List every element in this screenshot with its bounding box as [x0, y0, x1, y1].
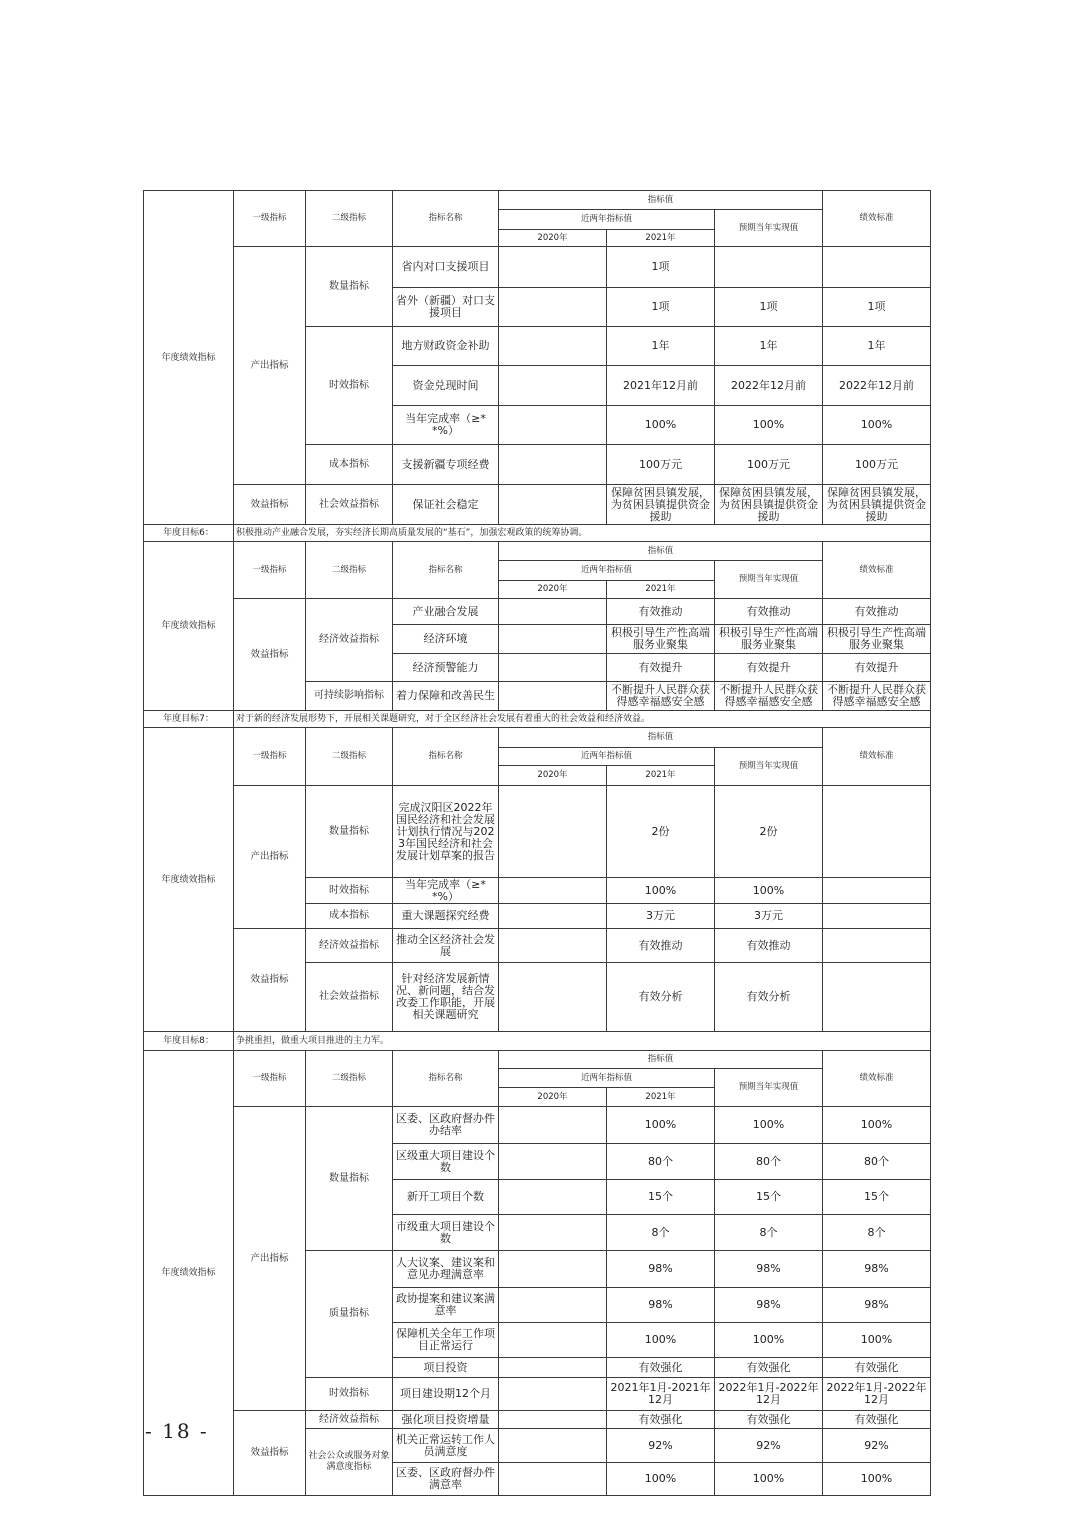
goal-text-cell: 争挑重担，做重大项目推进的主力军。 [234, 1032, 931, 1051]
indicator-name-cell: 支援新疆专项经费 [393, 445, 499, 485]
value-2020-cell [499, 445, 607, 485]
goal-text-cell: 积极推动产业融合发展，夯实经济长期高质量发展的“基石”，加强宏观政策的统筹协调。 [234, 525, 931, 542]
header-recent-two-years: 近两年指标值 [499, 561, 715, 581]
expected-value-cell: 100% [715, 1107, 823, 1144]
level2-cell: 社会公众或服务对象满意度指标 [306, 1429, 393, 1496]
level2-cell: 成本指标 [306, 445, 393, 485]
header-indicator-name: 指标名称 [393, 728, 499, 786]
indicator-name-cell: 经济环境 [393, 625, 499, 654]
performance-standard-cell [823, 878, 931, 904]
performance-standard-cell: 100% [823, 1463, 931, 1496]
expected-value-cell: 100% [715, 1323, 823, 1358]
indicator-name-cell: 完成汉阳区2022年国民经济和社会发展计划执行情况与2023年国民经济和社会发展计划草案的报告 [393, 786, 499, 878]
expected-value-cell: 有效强化 [715, 1358, 823, 1378]
level1-cell: 效益指标 [234, 485, 306, 525]
value-2021-cell: 积极引导生产性高端服务业聚集 [607, 625, 715, 654]
performance-standard-cell [823, 963, 931, 1032]
performance-standard-cell: 有效强化 [823, 1411, 931, 1429]
value-2021-cell: 3万元 [607, 904, 715, 929]
value-2021-cell: 2份 [607, 786, 715, 878]
expected-value-cell: 积极引导生产性高端服务业聚集 [715, 625, 823, 654]
performance-standard-cell: 100% [823, 1323, 931, 1358]
value-2021-cell: 92% [607, 1429, 715, 1463]
header-indicator-name: 指标名称 [393, 542, 499, 599]
indicator-name-cell: 产业融合发展 [393, 599, 499, 625]
value-2021-cell: 有效提升 [607, 654, 715, 682]
value-2020-cell [499, 1323, 607, 1358]
indicator-name-cell: 市级重大项目建设个数 [393, 1215, 499, 1251]
header-performance-standard: 绩效标准 [823, 542, 931, 599]
expected-value-cell: 100% [715, 406, 823, 445]
performance-standard-cell: 不断提升人民群众获得感幸福感安全感 [823, 682, 931, 711]
indicator-name-cell: 新开工项目个数 [393, 1180, 499, 1215]
expected-value-cell: 有效推动 [715, 929, 823, 963]
expected-value-cell: 2022年1月-2022年12月 [715, 1378, 823, 1411]
header-indicator-value: 指标值 [499, 728, 823, 748]
header-year-2020: 2020年 [499, 230, 607, 247]
value-2020-cell [499, 1429, 607, 1463]
performance-standard-cell: 1项 [823, 288, 931, 327]
value-2021-cell: 100% [607, 406, 715, 445]
expected-value-cell: 2份 [715, 786, 823, 878]
performance-standard-cell [823, 247, 931, 288]
value-2021-cell: 100万元 [607, 445, 715, 485]
performance-indicator-table [143, 190, 931, 1496]
indicator-name-cell: 省外（新疆）对口支援项目 [393, 288, 499, 327]
performance-standard-cell [823, 929, 931, 963]
header-indicator-value: 指标值 [499, 191, 823, 210]
indicator-name-cell: 地方财政资金补助 [393, 327, 499, 366]
value-2021-cell: 8个 [607, 1215, 715, 1251]
page-number: - 18 - [145, 1419, 209, 1443]
header-level1: 一级指标 [234, 542, 306, 599]
value-2021-cell: 有效分析 [607, 963, 715, 1032]
value-2020-cell [499, 247, 607, 288]
performance-standard-cell: 有效强化 [823, 1358, 931, 1378]
indicator-name-cell: 针对经济发展新情况、新问题，结合发改委工作职能，开展相关课题研究 [393, 963, 499, 1032]
header-indicator-name: 指标名称 [393, 191, 499, 247]
header-year-2020: 2020年 [499, 581, 607, 599]
indicator-name-cell: 推动全区经济社会发展 [393, 929, 499, 963]
header-expected-current-year: 预期当年实现值 [715, 210, 823, 247]
level1-cell: 产出指标 [234, 786, 306, 929]
indicator-name-cell: 政协提案和建议案满意率 [393, 1288, 499, 1323]
value-2020-cell [499, 682, 607, 711]
level2-cell: 经济效益指标 [306, 929, 393, 963]
value-2021-cell: 98% [607, 1251, 715, 1288]
indicator-name-cell: 经济预警能力 [393, 654, 499, 682]
expected-value-cell: 保障贫困县镇发展，为贫困县镇提供资金援助 [715, 485, 823, 525]
indicator-name-cell: 强化项目投资增量 [393, 1411, 499, 1429]
performance-standard-cell: 100% [823, 1107, 931, 1144]
level1-cell: 产出指标 [234, 1107, 306, 1411]
value-2020-cell [499, 1411, 607, 1429]
value-2021-cell: 有效强化 [607, 1411, 715, 1429]
header-year-2020: 2020年 [499, 766, 607, 786]
expected-value-cell: 15个 [715, 1180, 823, 1215]
indicator-name-cell: 区委、区政府督办件办结率 [393, 1107, 499, 1144]
value-2020-cell [499, 625, 607, 654]
level2-cell: 可持续影响指标 [306, 682, 393, 711]
value-2021-cell: 80个 [607, 1144, 715, 1180]
expected-value-cell: 有效强化 [715, 1411, 823, 1429]
expected-value-cell: 98% [715, 1288, 823, 1323]
value-2021-cell: 1项 [607, 247, 715, 288]
value-2021-cell: 2021年12月前 [607, 366, 715, 406]
section-label-cell: 年度绩效指标 [144, 728, 234, 1032]
header-recent-two-years: 近两年指标值 [499, 748, 715, 766]
indicator-name-cell: 重大课题探究经费 [393, 904, 499, 929]
performance-standard-cell: 15个 [823, 1180, 931, 1215]
header-level2: 二级指标 [306, 191, 393, 247]
expected-value-cell: 100% [715, 1463, 823, 1496]
expected-value-cell: 1项 [715, 288, 823, 327]
expected-value-cell: 100万元 [715, 445, 823, 485]
value-2021-cell: 1项 [607, 288, 715, 327]
performance-standard-cell: 2022年1月-2022年12月 [823, 1378, 931, 1411]
goal-label-cell: 年度目标6： [144, 525, 234, 542]
value-2020-cell [499, 599, 607, 625]
level2-cell: 质量指标 [306, 1251, 393, 1378]
value-2020-cell [499, 786, 607, 878]
level1-cell: 效益指标 [234, 599, 306, 711]
expected-value-cell: 有效推动 [715, 599, 823, 625]
level2-cell: 社会效益指标 [306, 963, 393, 1032]
section-label-cell: 年度绩效指标 [144, 1051, 234, 1496]
header-year-2021: 2021年 [607, 1088, 715, 1107]
header-performance-standard: 绩效标准 [823, 191, 931, 247]
header-year-2021: 2021年 [607, 230, 715, 247]
header-performance-standard: 绩效标准 [823, 728, 931, 786]
value-2021-cell: 1年 [607, 327, 715, 366]
goal-label-cell: 年度目标8： [144, 1032, 234, 1051]
performance-standard-cell: 100% [823, 406, 931, 445]
performance-standard-cell: 积极引导生产性高端服务业聚集 [823, 625, 931, 654]
level2-cell: 数量指标 [306, 247, 393, 327]
performance-standard-cell: 2022年12月前 [823, 366, 931, 406]
value-2020-cell [499, 963, 607, 1032]
performance-standard-cell: 100万元 [823, 445, 931, 485]
goal-label-cell: 年度目标7： [144, 711, 234, 728]
level2-cell: 数量指标 [306, 1107, 393, 1251]
level1-cell: 效益指标 [234, 1411, 306, 1496]
value-2020-cell [499, 1288, 607, 1323]
expected-value-cell: 2022年12月前 [715, 366, 823, 406]
performance-standard-cell: 8个 [823, 1215, 931, 1251]
indicator-name-cell: 区级重大项目建设个数 [393, 1144, 499, 1180]
performance-standard-cell [823, 904, 931, 929]
header-recent-two-years: 近两年指标值 [499, 210, 715, 230]
value-2021-cell: 有效推动 [607, 599, 715, 625]
level2-cell: 经济效益指标 [306, 1411, 393, 1429]
header-level2: 二级指标 [306, 728, 393, 786]
performance-standard-cell: 1年 [823, 327, 931, 366]
expected-value-cell [715, 247, 823, 288]
expected-value-cell: 80个 [715, 1144, 823, 1180]
indicator-name-cell: 保障机关全年工作项目正常运行 [393, 1323, 499, 1358]
indicator-name-cell: 当年完成率（≥**%） [393, 878, 499, 904]
performance-standard-cell: 98% [823, 1251, 931, 1288]
value-2021-cell: 100% [607, 1107, 715, 1144]
expected-value-cell: 有效分析 [715, 963, 823, 1032]
indicator-name-cell: 机关正常运转工作人员满意度 [393, 1429, 499, 1463]
level2-cell: 时效指标 [306, 1378, 393, 1411]
expected-value-cell: 1年 [715, 327, 823, 366]
level2-cell: 数量指标 [306, 786, 393, 878]
header-level2: 二级指标 [306, 542, 393, 599]
value-2020-cell [499, 1358, 607, 1378]
header-level1: 一级指标 [234, 191, 306, 247]
header-level1: 一级指标 [234, 1051, 306, 1107]
goal-text-cell: 对于新的经济发展形势下，开展相关课题研究，对于全区经济社会发展有着重大的社会效益和经济效益。 [234, 711, 931, 728]
value-2020-cell [499, 485, 607, 525]
value-2021-cell: 100% [607, 878, 715, 904]
performance-standard-cell: 有效推动 [823, 599, 931, 625]
header-expected-current-year: 预期当年实现值 [715, 561, 823, 599]
expected-value-cell: 98% [715, 1251, 823, 1288]
value-2020-cell [499, 1378, 607, 1411]
expected-value-cell: 不断提升人民群众获得感幸福感安全感 [715, 682, 823, 711]
header-year-2021: 2021年 [607, 766, 715, 786]
expected-value-cell: 有效提升 [715, 654, 823, 682]
indicator-name-cell: 项目投资 [393, 1358, 499, 1378]
value-2021-cell: 2021年1月-2021年12月 [607, 1378, 715, 1411]
performance-standard-cell: 保障贫困县镇发展，为贫困县镇提供资金援助 [823, 485, 931, 525]
indicator-name-cell: 着力保障和改善民生 [393, 682, 499, 711]
expected-value-cell: 8个 [715, 1215, 823, 1251]
indicator-name-cell: 保证社会稳定 [393, 485, 499, 525]
header-level1: 一级指标 [234, 728, 306, 786]
value-2020-cell [499, 406, 607, 445]
value-2020-cell [499, 1251, 607, 1288]
section-label-cell: 年度绩效指标 [144, 542, 234, 711]
indicator-name-cell: 当年完成率（≥**%） [393, 406, 499, 445]
expected-value-cell: 3万元 [715, 904, 823, 929]
value-2021-cell: 有效推动 [607, 929, 715, 963]
value-2021-cell: 不断提升人民群众获得感幸福感安全感 [607, 682, 715, 711]
value-2021-cell: 98% [607, 1288, 715, 1323]
value-2021-cell: 保障贫困县镇发展，为贫困县镇提供资金援助 [607, 485, 715, 525]
header-level2: 二级指标 [306, 1051, 393, 1107]
value-2020-cell [499, 929, 607, 963]
header-year-2020: 2020年 [499, 1088, 607, 1107]
expected-value-cell: 92% [715, 1429, 823, 1463]
header-expected-current-year: 预期当年实现值 [715, 1069, 823, 1107]
value-2020-cell [499, 327, 607, 366]
value-2021-cell: 有效强化 [607, 1358, 715, 1378]
level2-cell: 成本指标 [306, 904, 393, 929]
value-2020-cell [499, 904, 607, 929]
value-2020-cell [499, 1180, 607, 1215]
performance-standard-cell: 92% [823, 1429, 931, 1463]
indicator-name-cell: 区委、区政府督办件满意率 [393, 1463, 499, 1496]
value-2021-cell: 100% [607, 1323, 715, 1358]
level2-cell: 社会效益指标 [306, 485, 393, 525]
level2-cell: 时效指标 [306, 878, 393, 904]
section-label-cell: 年度绩效指标 [144, 191, 234, 525]
value-2020-cell [499, 1107, 607, 1144]
expected-value-cell: 100% [715, 878, 823, 904]
value-2020-cell [499, 1215, 607, 1251]
value-2020-cell [499, 878, 607, 904]
performance-standard-cell: 98% [823, 1288, 931, 1323]
level1-cell: 效益指标 [234, 929, 306, 1032]
value-2021-cell: 15个 [607, 1180, 715, 1215]
value-2020-cell [499, 1144, 607, 1180]
level1-cell: 产出指标 [234, 247, 306, 485]
value-2020-cell [499, 288, 607, 327]
indicator-name-cell: 人大议案、建议案和意见办理满意率 [393, 1251, 499, 1288]
value-2020-cell [499, 654, 607, 682]
header-indicator-name: 指标名称 [393, 1051, 499, 1107]
level2-cell: 经济效益指标 [306, 599, 393, 682]
indicator-name-cell: 资金兑现时间 [393, 366, 499, 406]
value-2021-cell: 100% [607, 1463, 715, 1496]
level2-cell: 时效指标 [306, 327, 393, 445]
performance-standard-cell [823, 786, 931, 878]
header-expected-current-year: 预期当年实现值 [715, 748, 823, 786]
indicator-name-cell: 项目建设期12个月 [393, 1378, 499, 1411]
value-2020-cell [499, 1463, 607, 1496]
header-recent-two-years: 近两年指标值 [499, 1069, 715, 1088]
performance-standard-cell: 有效提升 [823, 654, 931, 682]
header-indicator-value: 指标值 [499, 1051, 823, 1069]
performance-standard-cell: 80个 [823, 1144, 931, 1180]
header-year-2021: 2021年 [607, 581, 715, 599]
header-indicator-value: 指标值 [499, 542, 823, 561]
header-performance-standard: 绩效标准 [823, 1051, 931, 1107]
indicator-name-cell: 省内对口支援项目 [393, 247, 499, 288]
value-2020-cell [499, 366, 607, 406]
